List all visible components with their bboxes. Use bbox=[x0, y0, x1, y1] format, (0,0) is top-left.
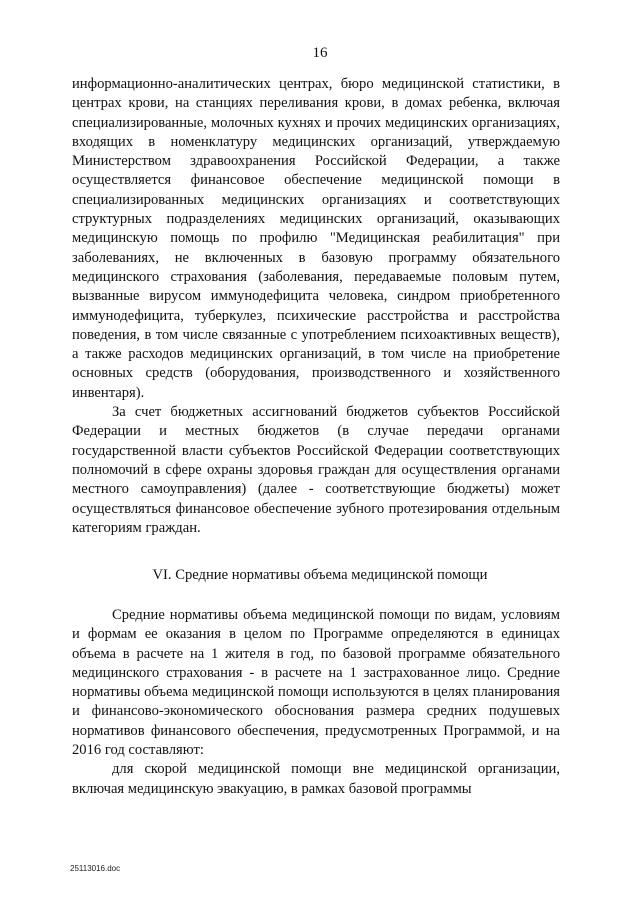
section-heading: VI. Средние нормативы объема медицинской помощи bbox=[152, 567, 488, 583]
body-text-block-2 bbox=[72, 606, 560, 799]
page-number: 16 bbox=[312, 45, 328, 61]
paragraph-continuation: информационно-аналитических центрах, бюро медицинской статистики, в центрах крови, на станциях переливания крови, в домах ребенка, включая специализированные, молочных кухнях и прочих медицинских организациях, входящих в номенклатуру медицинских организаций, утверждаемую Министерством здравоохранения Российской Федерации, а также осуществляется финансовое обеспечение медицинской помощи в специализированных медицинских организациях и соответствующих структурных подразделениях медицинских организаций, оказывающих медицинскую помощь по профилю "Медицинская реабилитация" при заболеваниях, не включенных в базовую программу обязательного медицинского страхования (заболевания, передаваемые половым путем, вызванные вирусом иммунодефицита человека, синдром приобретенного иммунодефицита, туберкулез, психические расстройства и расстройства поведения, в том числе связанные с употреблением психоактивных веществ), а также расходов медицинских организаций, в том числе на приобретение основных средств (оборудования, производственного и хозяйственного инвентаря). bbox=[72, 76, 560, 401]
paragraph-dental-prosthetics: За счет бюджетных ассигнований бюджетов субъектов Российской Федерации и местных бюджетов (в случае передачи органами государственной власти субъектов Российской Федерации соответствующих полномочий в сфере охраны здоровья граждан для осуществления органами местного самоуправления) (далее - соответствующие бюджеты) может осуществляться финансовое обеспечение зубного протезирования отдельным категориям граждан. bbox=[72, 404, 560, 536]
document-file-code: 25113016.doc bbox=[70, 864, 121, 873]
paragraph-average-norms: Средние нормативы объема медицинской помощи по видам, условиям и формам ее оказания в целом по Программе определяются в единицах объема в расчете на 1 жителя в год, по базовой программе обязательного медицинского страхования - в расчете на 1 застрахованное лицо. Средние нормативы объема медицинской помощи используются в целях планирования и финансово-экономического обоснования размера средних подушевых нормативов финансового обеспечения, предусмотренных Программой, и на 2016 год составляют: bbox=[72, 607, 560, 759]
paragraph-emergency-care: для скорой медицинской помощи вне медицинской организации, включая медицинскую эвакуацию, в рамках базовой программы bbox=[72, 761, 560, 797]
body-text-block-1 bbox=[72, 75, 560, 538]
